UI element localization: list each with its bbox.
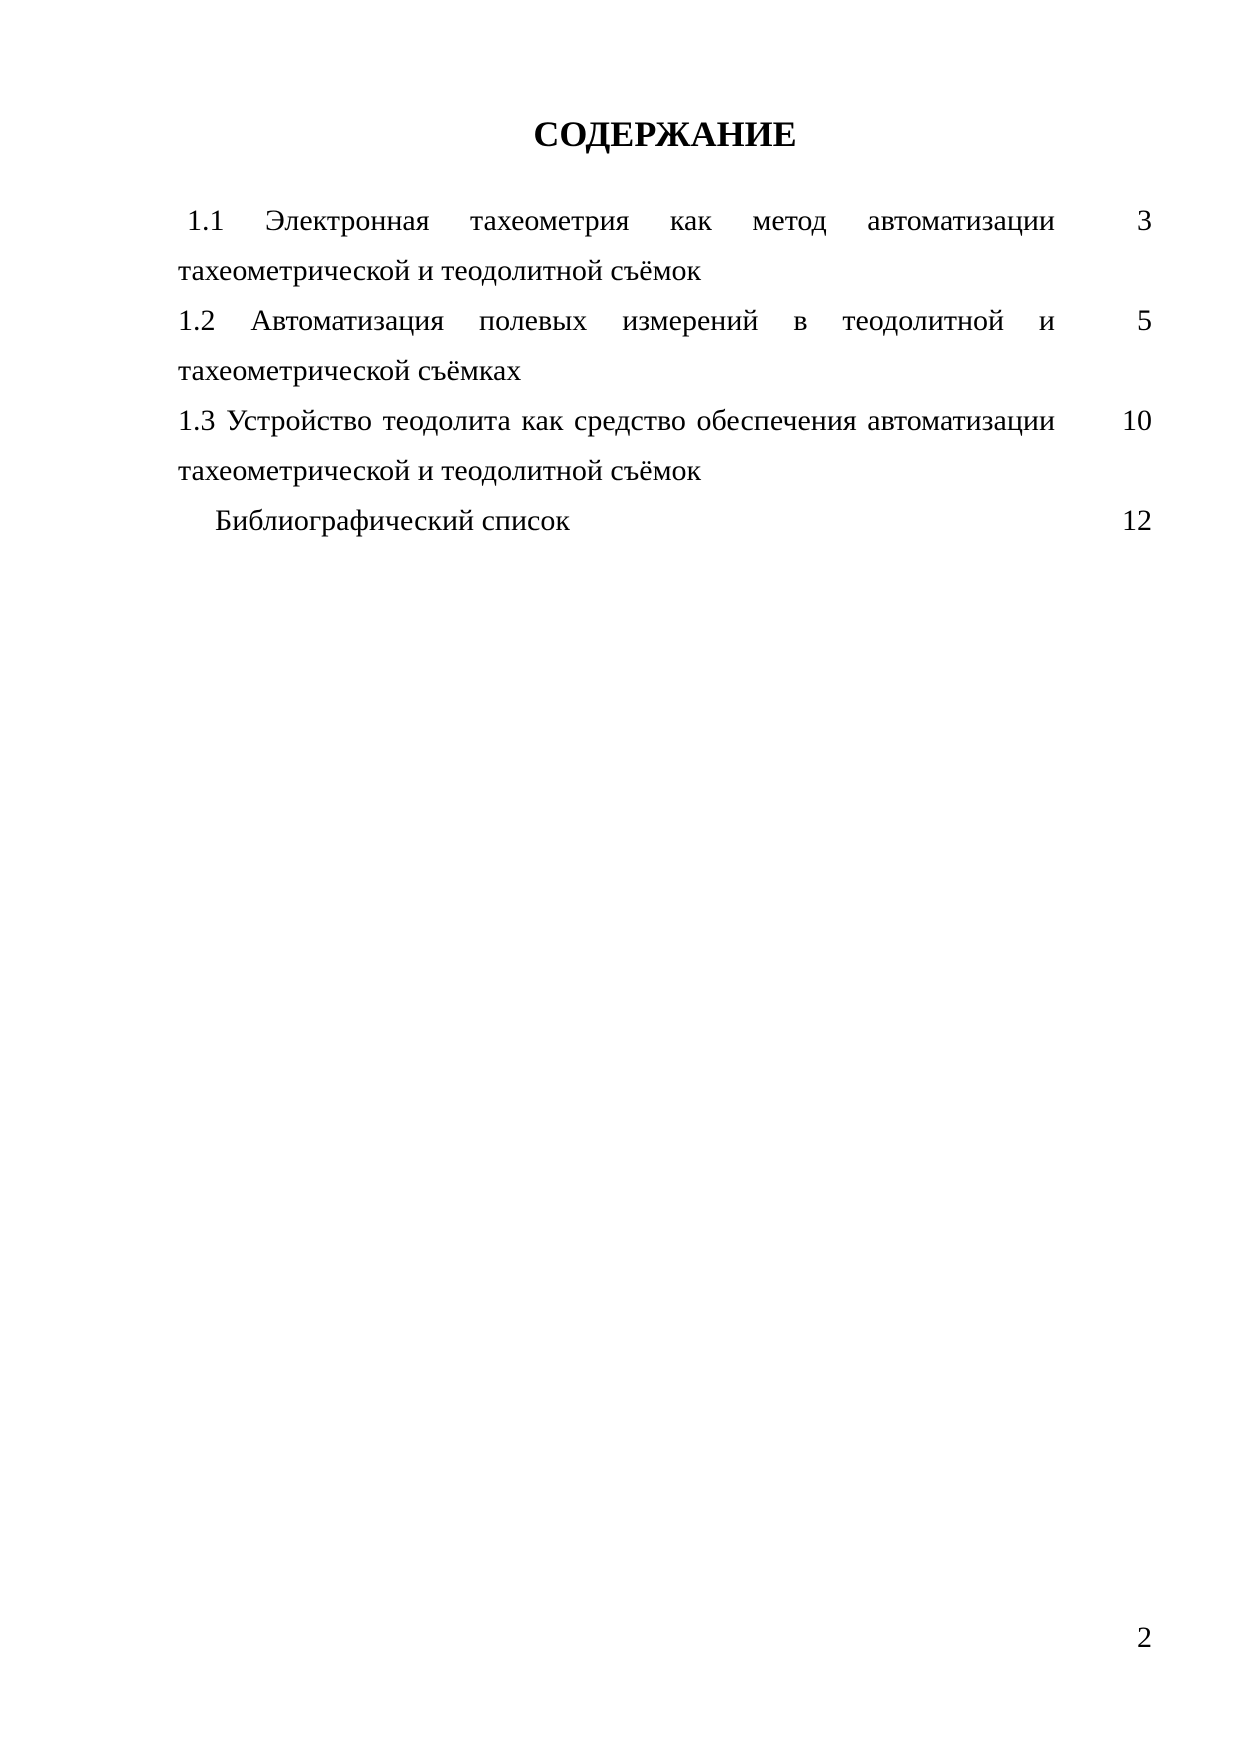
toc-entry-page-number: 10 [1122,404,1152,437]
toc-entry-page-number: 3 [1137,204,1152,237]
page-number-footer: 2 [1137,1621,1152,1654]
toc-entry-page-number: 5 [1137,304,1152,337]
table-of-contents [178,196,1152,546]
toc-entry-text: 1.1 Электронная тахеометрия как метод автоматизации тахеометрической и теодолитной съёмок [178,204,1055,287]
toc-entry-text: 1.2 Автоматизация полевых измерений в теодолитной и тахеометрической съёмках [178,304,1055,387]
toc-entry-page-number: 12 [1122,504,1152,537]
toc-entry-text: Библиографический список [215,504,570,537]
toc-entry [178,496,1152,546]
page-title: СОДЕРЖАНИЕ [533,114,797,154]
toc-entry [178,296,1152,396]
toc-entry-text: 1.3 Устройство теодолита как средство обеспечения автоматизации тахеометрической и теодолитной съёмок [178,404,1055,487]
toc-entry [178,196,1152,296]
toc-entry [178,396,1152,496]
